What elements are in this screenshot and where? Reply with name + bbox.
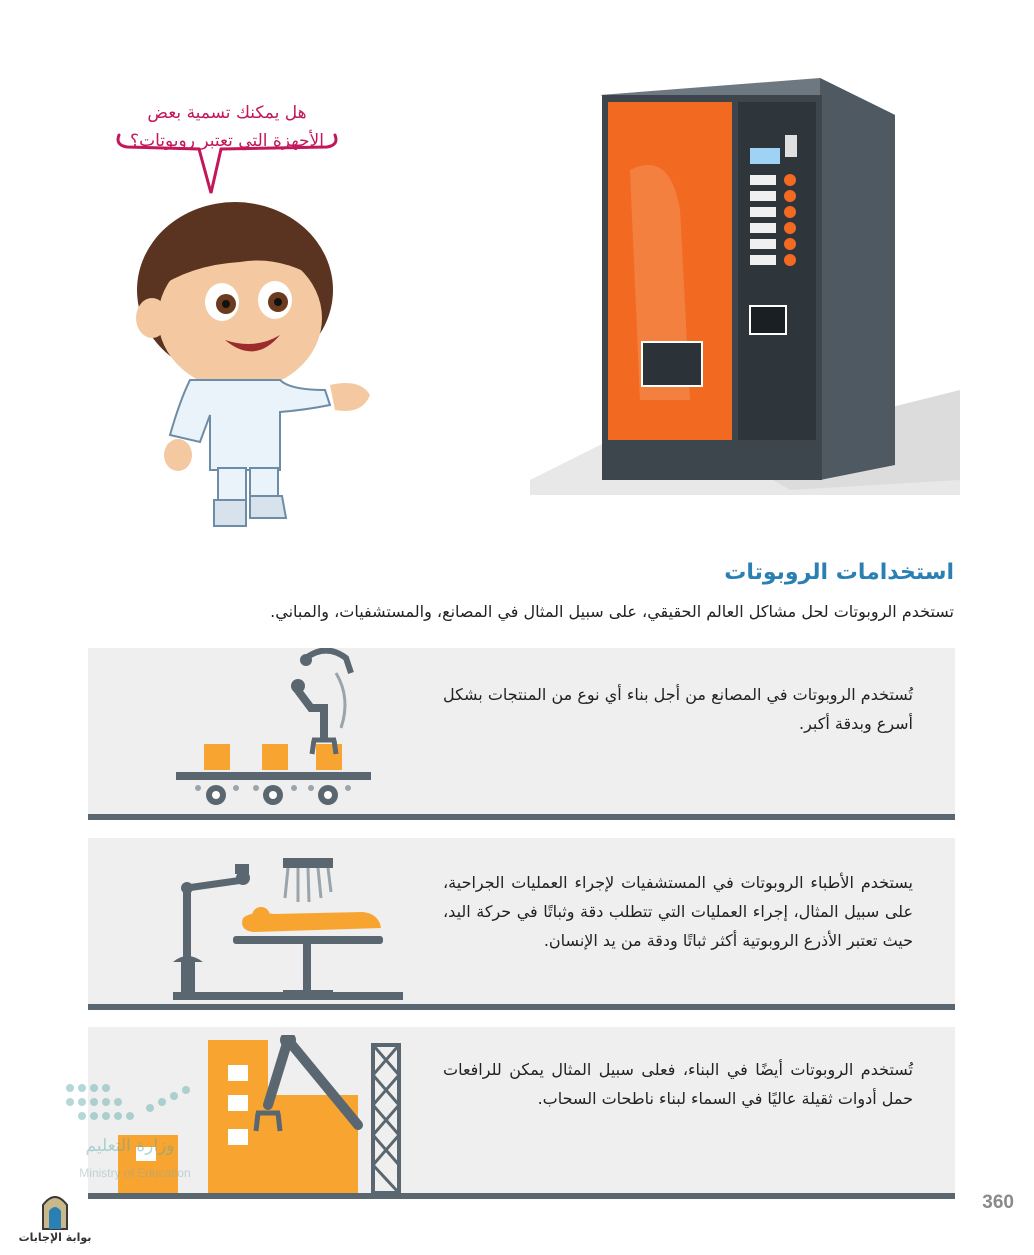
vending-machine-illustration — [530, 70, 960, 495]
ministry-watermark — [60, 1078, 210, 1188]
surgical-robot-icon — [173, 852, 403, 1002]
panel-factory-text: تُستخدم الروبوتات في المصانع من أجل بناء أي نوع من المنتجات بشكل أسرع وبدقة أكبر. — [443, 685, 913, 733]
panel-hospital-text: يستخدم الأطباء الروبوتات في المستشفيات لإجراء العمليات الجراحية، على سبيل المثال، إجراء العمليات التي تتطلب دقة وثباتًا في حركة اليد، حيث تعتبر الأذرع الروبوتية أكثر ثباتًا ودقة من يد الإنسان. — [443, 873, 913, 950]
mosque-logo-icon — [15, 1185, 95, 1231]
boy-illustration — [130, 200, 380, 530]
section-intro: تستخدم الروبوتات لحل مشاكل العالم الحقيقي، على سبيل المثال في المصانع، والمستشفيات، والمباني. — [270, 602, 954, 621]
bubble-line-2: الأجهزة التي تعتبر روبوتات؟ — [130, 131, 324, 151]
panel-factory — [88, 648, 955, 820]
panel-construction-text: تُستخدم الروبوتات أيضًا في البناء، فعلى سبيل المثال يمكن للرافعات حمل أدوات ثقيلة عاليًا في السماء لبناء ناطحات السحاب. — [443, 1060, 913, 1108]
panel-construction — [88, 1027, 955, 1199]
factory-robot-icon — [176, 648, 376, 808]
section-title: استخدامات الروبوتات — [724, 560, 954, 585]
bubble-line-1: هل يمكنك تسمية بعض — [147, 103, 307, 123]
portal-logo-text: بوابة الإجابات — [18, 1231, 92, 1244]
portal-logo — [15, 1185, 95, 1250]
speech-bubble — [113, 85, 341, 171]
page-number: 360 — [982, 1192, 1014, 1213]
watermark-arabic: وزارة التعليم — [85, 1136, 175, 1156]
panel-hospital — [88, 838, 955, 1010]
watermark-english: Ministry of Education — [79, 1166, 191, 1180]
dots-logo-icon — [60, 1078, 200, 1128]
